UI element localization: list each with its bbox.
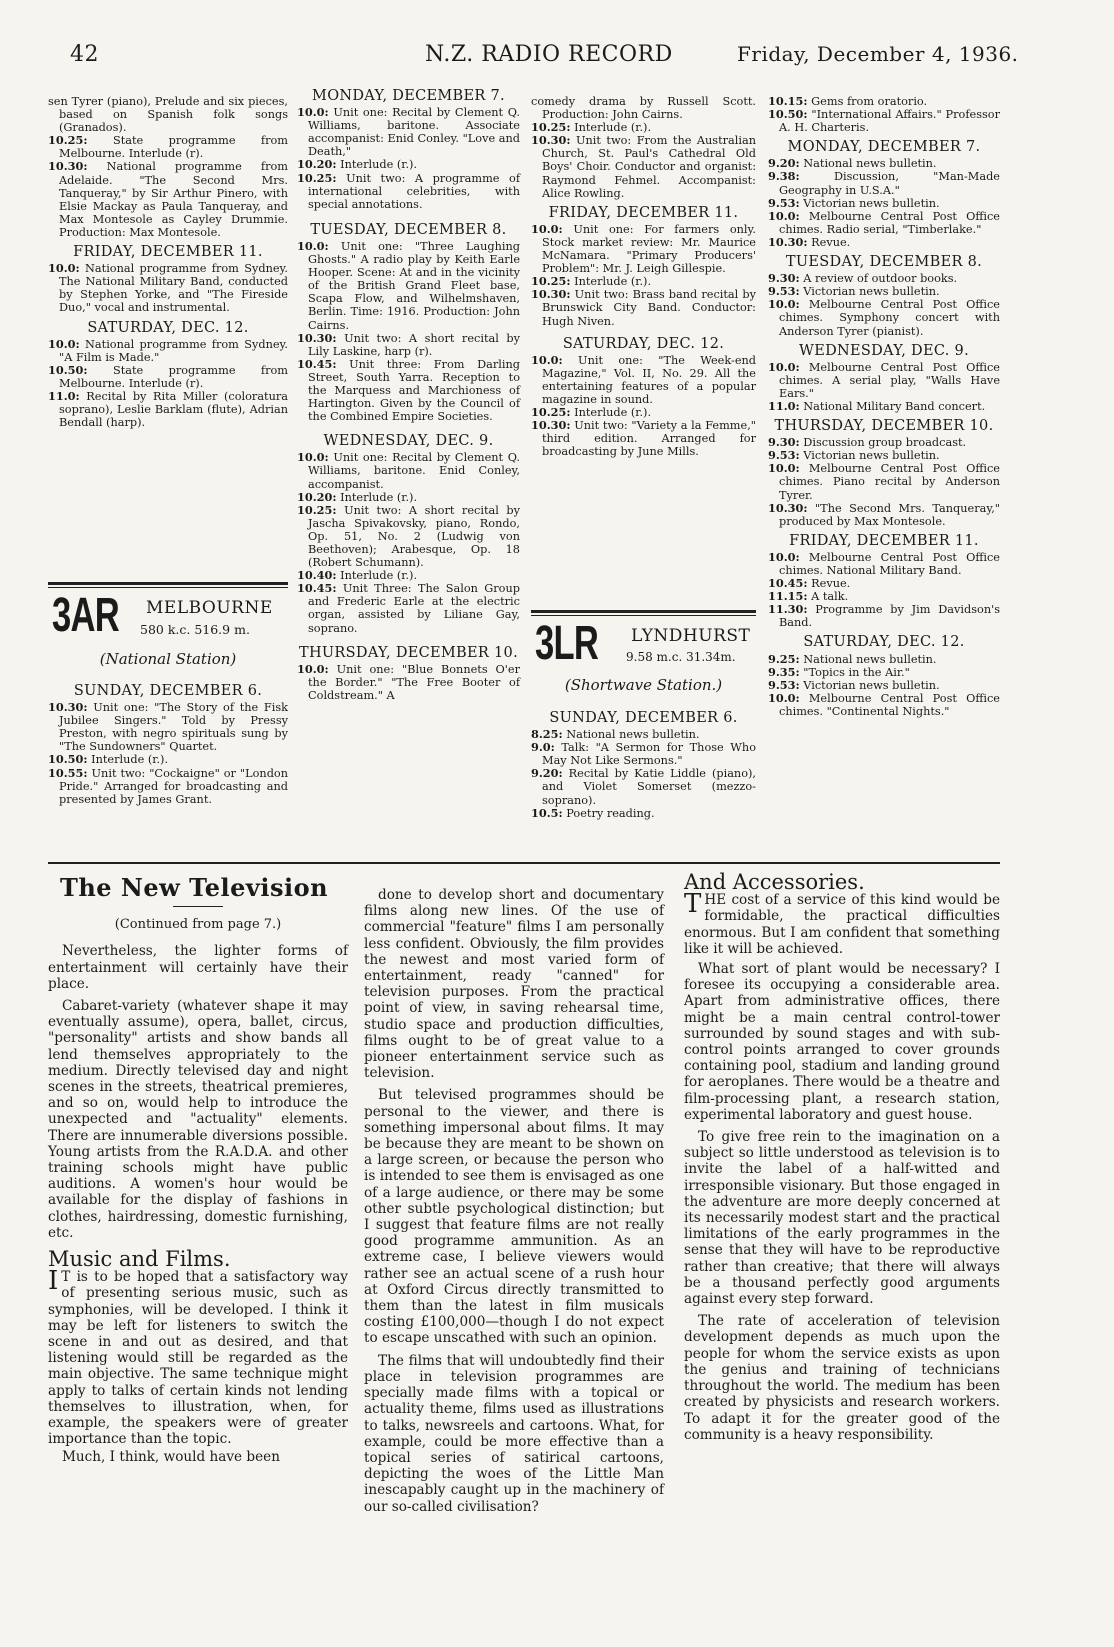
programme-entry (768, 435, 1000, 450)
page-number: 42 (70, 42, 99, 67)
programme-time: 10.0: (297, 661, 329, 676)
programme-time: 9.53: (768, 195, 800, 210)
section-subheading: And Accessories. (684, 870, 865, 894)
programme-text: Interlude (r.). (574, 275, 652, 289)
programme-time: 10.5: (531, 805, 563, 820)
programme-text: National news bulletin. (803, 157, 937, 171)
programme-text: Interlude (r.). (574, 406, 652, 420)
programme-text: Discussion group broadcast. (803, 436, 967, 450)
programme-entry (768, 602, 1000, 630)
programme-text: Melbourne Central Post Office chimes. Piano recital by Anderson Tyrer. (779, 462, 1000, 502)
programme-text: Unit two: "Cockaigne" or "London Pride." Arranged for broadcasting and presented by James Grant. (59, 766, 289, 806)
day-heading: WEDNESDAY, DEC. 9. (323, 433, 494, 450)
programme-time: 10.30: (48, 159, 88, 174)
station-city: LYNDHURST (631, 626, 751, 646)
programme-entry (48, 336, 289, 364)
programme-entry (531, 287, 756, 328)
programme-entry (531, 221, 756, 276)
paragraph-list (48, 943, 348, 1241)
issue-date: Friday, December 4, 1936. (737, 42, 1019, 66)
day-heading: THURSDAY, DECEMBER 10. (774, 418, 994, 435)
programme-entry (768, 271, 1000, 286)
programme-text: National programme from Adelaide. "The Second Mrs. Tanqueray," by Sir Arthur Pinero, with Elsie Mackay as Paula Tanqueray, and Max Montesole as Cayley Drummie. Production: Max Montesole. (59, 160, 289, 239)
station-call-sign: 3AR (52, 589, 119, 642)
article-paragraph: What sort of plant would be necessary? I foresee its occupying a considerable area. Apart from administrative offices, there might be a main central control-tower surrounded by sound stages and with sub-control points arranged to cover grounds containing pool, stadium and landing ground for aeroplanes. There would be a theatre and film-processing plant, a research station, experimental laboratory and guest house. (684, 961, 1000, 1123)
day-heading: TUESDAY, DECEMBER 8. (785, 254, 983, 271)
article-paragraph (48, 1266, 348, 1448)
entry-list (297, 240, 520, 423)
programme-entry (297, 502, 520, 570)
programme-time: 10.0: (297, 450, 329, 465)
entry-list (48, 338, 288, 430)
programme-text: sen Tyrer (piano), Prelude and six pieces, based on Spanish folk songs (Granados). (48, 95, 288, 135)
programme-entry (768, 576, 1000, 591)
programme-entry (297, 661, 520, 702)
programme-entry (48, 261, 289, 315)
programme-time: 9.30: (768, 435, 800, 450)
programme-text: Recital by Katie Liddle (piano), and Violet Somerset (mezzo-soprano). (542, 767, 757, 807)
programme-text: Recital by Rita Miller (coloratura soprano), Leslie Barklam (flute), Adrian Bendall (harp). (59, 389, 289, 430)
programme-time: 10.0: (531, 221, 563, 236)
day-heading: FRIDAY, DECEMBER 11. (548, 204, 739, 221)
programme-time: 10.25: (48, 133, 88, 148)
article-paragraph (684, 889, 1000, 957)
programme-time: 10.30: (48, 700, 88, 715)
day-heading: TUESDAY, DECEMBER 8. (310, 221, 507, 238)
listing-column-2 (297, 88, 520, 702)
programme-time: 9.38: (768, 169, 800, 184)
programme-time: 10.30: (297, 330, 337, 345)
listing-column-3-lower (531, 705, 756, 820)
programme-time: 10.55: (48, 765, 88, 780)
programme-entry (297, 489, 520, 504)
programme-text: National programme from Sydney. The National Military Band, conducted by Stephen Yorke, and "The Fireside Duo," vocal and instrumental. (59, 262, 289, 315)
programme-time: 9.20: (531, 766, 563, 781)
article-paragraph: To give free rein to the imagination on a subject so little understood as television is to invite the label of a half-witted and irresponsible visionary. But those engaged in the adventure are more deeply concerned at its necessarily modest start and the practical limitations of the early programmes in the sense that they will have to be reproductive rather than creative; that there will always be a thousand perfectly good arguments against every step forward. (684, 1129, 1000, 1308)
programme-text: Melbourne Central Post Office chimes. National Military Band. (779, 550, 1000, 577)
station-frequency: 9.58 m.c. 31.34m. (626, 650, 736, 664)
day-heading: WEDNESDAY, DEC. 9. (799, 342, 969, 359)
programme-entry (531, 120, 756, 135)
programme-entry (768, 195, 1000, 210)
entry-list (768, 361, 1000, 413)
entry-list (768, 95, 1000, 134)
programme-text: Unit Three: The Salon Group and Frederic Earle at the electric organ, assisted by Liliane Gay, soprano. (308, 582, 520, 635)
programme-entry (768, 297, 1000, 338)
programme-entry (768, 234, 1000, 249)
programme-entry (768, 284, 1000, 299)
day-heading: SATURDAY, DEC. 12. (87, 319, 249, 336)
programme-text: A review of outdoor books. (803, 272, 958, 286)
programme-time: 10.50: (768, 107, 808, 122)
programme-time: 9.53: (768, 677, 800, 692)
programme-entry (768, 677, 1000, 692)
programme-text: State programme from Melbourne. Interlude (r). (59, 134, 288, 161)
programme-text: Victorian news bulletin. (803, 196, 940, 210)
programme-text: Unit three: From Darling Street, South Yarra. Reception to the Marquess and Marchioness of Hartington. Given by the Council of the Combined Empire Societies. (308, 357, 520, 424)
programme-entry (297, 105, 520, 159)
programme-text: Programme by Jim Davidson's Band. (779, 603, 1000, 630)
programme-text: Interlude (r.). (574, 121, 652, 135)
programme-time: 10.50: (48, 362, 88, 377)
programme-text: Unit one: For farmers only. Stock market review: Mr. Maurice McNamara. "Primary Producers' Problem": Mr. J. Leigh Gillespie. (542, 222, 756, 276)
listing-column-4 (768, 95, 1000, 718)
entry-list (297, 663, 520, 702)
programme-time: 9.35: (768, 664, 800, 679)
programme-time: 10.15: (768, 94, 808, 108)
day-heading: SATURDAY, DEC. 12. (803, 634, 965, 651)
programme-time: 9.20: (768, 156, 800, 171)
title-underline (173, 906, 223, 907)
programme-entry (768, 169, 1000, 197)
paragraph-list (364, 887, 664, 1515)
programme-text: National programme from Sydney. "A Film is Made." (59, 337, 289, 364)
programme-time: 10.30: (531, 287, 571, 302)
programme-time: 10.25: (531, 274, 571, 289)
programme-text: "International Affairs." Professor A. H. Charteris. (779, 108, 1000, 135)
programme-time: 8.25: (531, 727, 563, 742)
programme-time: 11.0: (48, 388, 80, 403)
programme-entry (531, 766, 757, 807)
article-paragraph: But televised programmes should be personal to the viewer, and there is something impersonal about films. It may be because they are meant to be shown on a large screen, or because the person who is intended to see them is envisaged as one of a large audience, or there may be some other subtle psychological distinction; but I suggest that feature films are not really good programme ammunition. As an extreme case, I believe viewers would rather see an actual scene of a rush hour at Oxford Circus directly transmitted to them than the latest in film musicals costing £100,000—though I do not expect to escape unscathed with such an opinion. (364, 1087, 664, 1347)
programme-entry (297, 238, 520, 332)
programme-text: Talk: "A Sermon for Those Who May Not Like Sermons." (542, 741, 756, 768)
day-heading: THURSDAY, DECEMBER 10. (299, 644, 518, 661)
programme-time: 9.30: (768, 271, 800, 286)
programme-text: Poetry reading. (566, 806, 655, 820)
programme-text: Victorian news bulletin. (803, 285, 940, 299)
programme-time: 10.30: (768, 234, 808, 249)
listing-column-3 (531, 95, 756, 458)
programme-text: Melbourne Central Post Office chimes. Radio serial, "Timberlake." (779, 209, 1000, 236)
article-paragraph: The rate of acceleration of television development depends as much upon the people for whom the service exists as upon the genius and training of technicians throughout the world. The medium has been created by physicists and research workers. To adapt it for the greater good of the community is a heavy responsibility. (684, 1313, 1000, 1443)
programme-text: Melbourne Central Post Office chimes. A serial play, "Walls Have Ears." (779, 360, 1000, 400)
station-call-sign: 3LR (535, 617, 599, 670)
divider-rule (531, 610, 756, 613)
programme-time: 9.53: (768, 284, 800, 299)
entry-list (297, 106, 520, 211)
programme-text: Interlude (r.). (340, 569, 418, 583)
programme-text: Discussion, "Man-Made Geography in U.S.A." (779, 170, 1000, 197)
programme-time: 10.45: (297, 581, 337, 596)
station-block-3ar (48, 589, 288, 672)
programme-entry (768, 500, 1000, 528)
entry-list (768, 551, 1000, 630)
article-column-1 (48, 872, 348, 1465)
programme-time: 10.0: (768, 461, 800, 476)
divider-rule (48, 582, 288, 585)
programme-entry (297, 157, 520, 172)
section-subheading: Music and Films. (48, 1247, 231, 1272)
programme-entry (531, 95, 756, 122)
station-type: (National Station) (99, 650, 237, 668)
programme-text: Interlude (r.). (340, 158, 418, 172)
programme-text: Unit two: Brass band recital by Brunswick City Band. Conductor: Hugh Niven. (542, 288, 756, 328)
programme-text: Unit two: From the Australian Church, St. Paul's Cathedral Old Boys' Choir. Conductor and organist: Raymond Fehmel. Accompanist: Alice Rowling. (542, 134, 757, 200)
programme-entry (768, 359, 1000, 400)
article-paragraph: Much, I think, would have been (62, 1448, 280, 1465)
programme-text: A talk. (811, 590, 849, 604)
programme-entry (531, 740, 756, 768)
programme-entry (48, 133, 288, 161)
entry-list (48, 701, 288, 806)
programme-entry (297, 356, 520, 424)
day-heading: MONDAY, DECEMBER 7. (312, 88, 505, 104)
station-frequency: 580 k.c. 516.9 m. (140, 622, 250, 637)
programme-text: Unit one: "Blue Bonnets O'er the Border." "The Free Booter of Coldstream." A (308, 662, 520, 702)
paragraph-list (684, 961, 1000, 1443)
entry-list (768, 436, 1000, 528)
entry-list (531, 95, 756, 200)
programme-time: 10.0: (768, 549, 800, 564)
listing-column-1 (48, 95, 288, 429)
article-paragraph: Cabaret-variety (whatever shape it may eventually assume), opera, ballet, circus, "personality" artists and show bands all lend themselves appropriately to the medium. Directly televised day and night scenes in the streets, theatrical premieres, and so on, would help to introduce the unexpected and "actuality" elements. There are innumerable diversions possible. Young artists from the R.A.D.A. and other training schools might have public auditions. A women's hour would be available for the display of fashions in clothes, hairdressing, domestic furnishing, etc. (48, 998, 348, 1241)
programme-text: Unit two: A programme of international celebrities, with special annotations. (308, 171, 520, 211)
article-paragraph: The films that will undoubtedly find their place in television programmes are specially made films with a topical or actuality theme, films used as illustrations to talks, newsreels and cartoons. What, for example, could be more effective than a topical series of satirical cartoons, depicting the woes of the Little Man inescapably caught up in the machinery of our so-called civilisation? (364, 1352, 664, 1515)
programme-entry (48, 95, 288, 135)
programme-entry (531, 352, 757, 406)
programme-text: Unit two: "Variety a la Femme," third edition. Arranged for broadcasting by June Mills. (542, 419, 756, 459)
programme-entry (48, 752, 288, 767)
programme-text: Unit one: Recital by Clement Q. Williams, baritone. Associate accompanist: Enid Conley. "Love and Death," (308, 106, 520, 159)
programme-text: Victorian news bulletin. (803, 449, 940, 463)
programme-entry (768, 651, 1000, 666)
programme-time: 11.0: (768, 398, 800, 413)
programme-time: 9.25: (768, 651, 800, 666)
day-heading: SATURDAY, DEC. 12. (562, 335, 725, 352)
programme-text: Melbourne Central Post Office chimes. Symphony concert with Anderson Tyrer (pianist). (779, 298, 1000, 338)
programme-entry (297, 568, 520, 583)
entry-list (48, 95, 288, 239)
programme-time: 10.0: (768, 359, 800, 374)
programme-text: Revue. (811, 577, 851, 591)
publication-title: N.Z. RADIO RECORD (425, 42, 673, 67)
programme-entry (768, 690, 1000, 718)
article-column-2 (364, 887, 664, 1515)
programme-entry (48, 765, 289, 806)
station-type: (Shortwave Station.) (564, 676, 723, 694)
day-heading: SUNDAY, DECEMBER 6. (73, 683, 263, 699)
section-divider (48, 862, 1000, 864)
programme-text: Victorian news bulletin. (803, 678, 940, 692)
programme-time: 10.0: (768, 690, 800, 705)
programme-text: Interlude (r.). (91, 753, 169, 767)
programme-time: 10.20: (297, 489, 337, 504)
programme-text: Melbourne Central Post Office chimes. "Continental Nights." (779, 691, 1000, 718)
programme-time: 10.0: (48, 336, 80, 351)
drop-cap: T (684, 889, 702, 920)
article-column-3 (684, 868, 1000, 1443)
programme-text: Unit two: A short recital by Jascha Spivakovsky, piano, Rondo, Op. 51, No. 2 (Ludwig von Beethoven); Arabesque, Op. 18 (Robert Schumann). (308, 503, 520, 570)
programme-text: Interlude (r.). (340, 490, 418, 504)
programme-entry (531, 133, 757, 200)
programme-time: 10.25: (297, 502, 337, 517)
programme-entry (297, 170, 520, 211)
listing-column-1-lower (48, 678, 288, 806)
programme-time: 10.30: (531, 418, 571, 433)
paragraph-text: T is to be hoped that a satisfactory way of presenting serious music, such as symphonies, will be developed. I think it may be left for listeners to switch the scene in and out as desired, and that listening would still be regarded as the main objective. The same technique might apply to talks of certain kinds not lending themselves to illustration, when, for example, the speakers were of greater importance than the topic. (48, 1269, 348, 1448)
programme-entry (48, 159, 289, 239)
programme-time: 10.45: (768, 576, 808, 591)
programme-time: 11.15: (768, 589, 808, 604)
programme-time: 10.25: (297, 170, 337, 185)
paragraph-text: HE cost of a service of this kind would be formidable, the practical difficulties enormous. But I am confident that something like it will be achieved. (684, 892, 1000, 957)
programme-time: 10.30: (768, 500, 808, 515)
day-heading: SUNDAY, DECEMBER 6. (549, 710, 738, 726)
programme-text: Unit two: A short recital by Lily Laskine, harp (r). (308, 331, 520, 358)
article-paragraph: done to develop short and documentary films along new lines. Of the use of commercial "feature" films I am personally less confident. Obviously, the film provides the newest and most varied form of entertainment, ready "canned" for television purposes. From the practical point of view, in saving rehearsal time, studio space and production difficulties, films ought to be of great value to a pioneer entertainment service such as television. (364, 887, 664, 1082)
programme-time: 10.50: (48, 752, 88, 767)
programme-entry (768, 398, 1000, 413)
programme-entry (48, 388, 289, 430)
entry-list (768, 653, 1000, 718)
drop-cap: I (48, 1266, 59, 1297)
programme-time: 11.30: (768, 602, 808, 617)
programme-entry (531, 805, 756, 820)
programme-time: 10.30: (531, 133, 571, 148)
programme-entry (768, 107, 1000, 135)
entry-list (768, 157, 1000, 249)
continued-note: (Continued from page 7.) (114, 917, 282, 933)
programme-text: State programme from Melbourne. Interlude (r). (59, 363, 288, 390)
programme-entry (297, 581, 520, 635)
programme-text: Revue. (811, 235, 851, 249)
programme-entry (531, 418, 756, 459)
entry-list (48, 262, 288, 314)
programme-time: 10.0: (768, 297, 800, 312)
programme-entry (531, 727, 756, 742)
programme-entry (768, 461, 1000, 502)
programme-entry (768, 589, 1000, 604)
programme-text: National Military Band concert. (803, 399, 986, 413)
day-heading: MONDAY, DECEMBER 7. (787, 139, 981, 156)
programme-entry (297, 450, 520, 491)
entry-list (768, 272, 1000, 337)
programme-entry (531, 405, 756, 420)
programme-entry (531, 274, 756, 289)
programme-time: 10.45: (297, 356, 337, 371)
programme-text: National news bulletin. (803, 652, 937, 666)
programme-text: comedy drama by Russell Scott. Production: John Cairns. (531, 95, 756, 122)
day-heading: FRIDAY, DECEMBER 11. (789, 532, 979, 549)
programme-time: 10.0: (768, 208, 800, 223)
programme-entry (297, 330, 520, 358)
programme-text: Unit one: "Three Laughing Ghosts." A radio play by Keith Earle Hooper. Scene: At and in the vicinity of the British Grand Fleet base, Scapa Flow, and Wilhelmshaven, Berlin. Time: 1916. Production: John Cairns. (308, 239, 520, 332)
programme-time: 10.25: (531, 120, 571, 135)
programme-text: Gems from oratorio. (811, 95, 928, 108)
programme-entry (48, 700, 288, 754)
entry-list (297, 451, 520, 634)
article-paragraph: Nevertheless, the lighter forms of entertainment will certainly have their place. (48, 943, 348, 992)
programme-entry (768, 549, 1000, 577)
programme-time: 10.0: (297, 105, 329, 120)
programme-time: 9.0: (531, 740, 555, 755)
programme-time: 10.25: (531, 405, 571, 420)
programme-entry (768, 156, 1000, 171)
programme-text: Unit one: "The Story of the Fisk Jubilee Singers." Told by Pressy Preston, with negro spirituals sung by "The Sundowners" Quartet. (59, 701, 288, 754)
entry-list (531, 354, 756, 459)
station-city: MELBOURNE (146, 598, 273, 618)
entry-list (531, 728, 756, 820)
programme-time: 10.0: (531, 352, 563, 367)
day-heading: FRIDAY, DECEMBER 11. (73, 244, 263, 261)
station-block-3lr (531, 617, 756, 700)
programme-text: "Topics in the Air." (803, 665, 910, 679)
programme-time: 10.20: (297, 157, 337, 172)
programme-text: "The Second Mrs. Tanqueray," produced by Max Montesole. (779, 501, 1000, 528)
programme-time: 10.40: (297, 568, 337, 583)
programme-entry (48, 362, 288, 390)
programme-text: National news bulletin. (566, 728, 700, 742)
entry-list (531, 223, 756, 328)
programme-time: 10.0: (48, 261, 80, 276)
programme-entry (768, 208, 1000, 236)
programme-time: 9.53: (768, 448, 800, 463)
article-title: The New Television (60, 873, 329, 902)
programme-entry (768, 448, 1000, 463)
programme-entry (768, 94, 1000, 108)
programme-text: Unit one: "The Week-end Magazine," Vol. II, No. 29. All the entertaining features of a popular magazine in sound. (542, 353, 757, 406)
programme-text: Unit one: Recital by Clement Q. Williams, baritone. Enid Conley, accompanist. (308, 451, 520, 491)
programme-entry (768, 664, 1000, 679)
programme-time: 10.0: (297, 238, 329, 253)
